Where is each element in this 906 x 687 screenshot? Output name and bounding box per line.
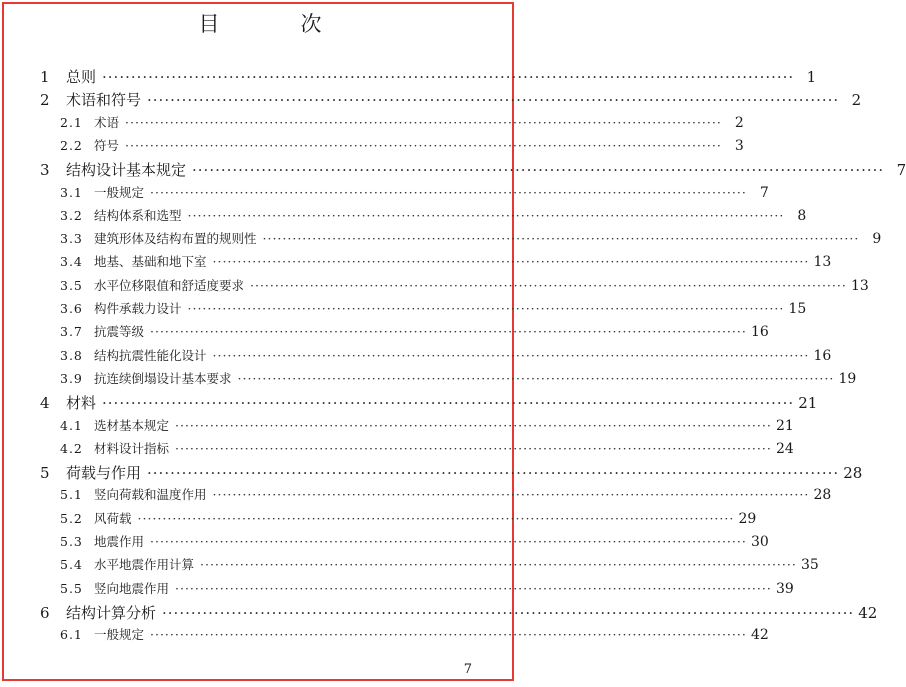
toc-entry-page: 1	[806, 68, 817, 86]
toc-entry-title: 竖向荷载和温度作用	[94, 487, 207, 503]
toc-entry-title: 一般规定	[94, 184, 145, 200]
toc-entry-title: 抗震等级	[94, 324, 145, 340]
dot-leader: ························································································································	[250, 277, 847, 293]
toc-entry-3-7[interactable]	[0, 322, 769, 344]
toc-entry-title: 符号	[94, 137, 120, 153]
toc-entry-number: 5.4	[60, 557, 83, 573]
toc-entry-page: 42	[751, 627, 769, 644]
toc-entry-page: 8	[797, 207, 807, 224]
toc-entry-page: 28	[843, 464, 863, 483]
toc-entry-3-1[interactable]	[0, 183, 769, 205]
toc-entry-number: 4	[40, 394, 50, 413]
toc-entry-title: 地基、基础和地下室	[94, 254, 207, 270]
toc-entry-title: 水平地震作用计算	[94, 557, 195, 573]
toc-entry-number: 3	[40, 161, 50, 180]
toc-entry-page: 30	[751, 534, 769, 550]
dot-leader: ························································································································	[150, 184, 747, 200]
toc-entry-page: 15	[788, 301, 807, 317]
toc-entry-number: 4.1	[60, 417, 83, 433]
toc-entry-page: 42	[858, 603, 878, 622]
toc-entry-number: 2.1	[60, 114, 83, 130]
dot-leader: ························································································································	[147, 464, 840, 483]
dot-leader: ························································································································	[125, 137, 722, 153]
toc-entry-page: 16	[751, 324, 769, 341]
toc-entry-title: 总则	[66, 68, 97, 86]
toc-entry-1[interactable]	[0, 66, 817, 88]
toc-entry-3-6[interactable]	[0, 299, 807, 321]
toc-entry-number: 3.1	[60, 184, 83, 200]
toc-entry-title: 结构设计基本规定	[66, 161, 187, 180]
dot-leader: ························································································································	[175, 440, 772, 456]
toc-entry-number: 5.3	[60, 534, 83, 549]
toc-entry-3-2[interactable]	[0, 206, 807, 228]
dot-leader: ························································································································	[175, 417, 772, 433]
toc-entry-page: 7	[896, 161, 906, 180]
toc-entry-3-5[interactable]	[0, 276, 869, 298]
toc-entry-title: 选材基本规定	[94, 417, 170, 433]
toc-entry-5[interactable]	[0, 462, 863, 484]
dot-leader: ························································································································	[237, 370, 835, 386]
toc-entry-number: 3.4	[60, 254, 83, 270]
toc-entry-number: 5.2	[60, 510, 83, 526]
toc-entry-3-4[interactable]	[0, 252, 832, 274]
toc-entry-number: 3.3	[60, 231, 83, 247]
toc-entry-number: 6	[40, 603, 50, 622]
toc-entry-number: 3.9	[60, 370, 83, 386]
page-number: 7	[463, 662, 472, 677]
dot-leader: ························································································································	[212, 254, 810, 270]
toc-entry-4-1[interactable]	[0, 416, 794, 438]
toc-entry-title: 建筑形体及结构布置的规则性	[94, 231, 257, 247]
toc-entry-page: 2	[734, 114, 744, 131]
dot-leader: ························································································································	[162, 603, 855, 622]
toc-entry-page: 24	[776, 440, 794, 457]
toc-entry-page: 39	[776, 580, 794, 597]
toc-entry-4-2[interactable]	[0, 439, 794, 461]
toc-entry-page: 35	[801, 557, 819, 574]
dot-leader: ························································································································	[125, 114, 722, 130]
dot-leader: ························································································································	[200, 557, 797, 573]
toc-entry-number: 2.2	[60, 137, 83, 153]
dot-leader: ························································································································	[187, 207, 785, 223]
toc-entry-number: 5.1	[60, 487, 83, 503]
toc-entry-page: 21	[798, 394, 818, 413]
toc-entry-5-3[interactable]	[0, 532, 769, 554]
toc-entry-title: 荷载与作用	[66, 464, 142, 483]
toc-entry-page: 7	[759, 184, 769, 201]
toc-entry-number: 2	[40, 91, 50, 110]
toc-entry-2-1[interactable]	[0, 113, 744, 135]
dot-leader: ························································································································	[212, 487, 810, 503]
toc-entry-number: 5	[40, 464, 50, 483]
dot-leader: ························································································································	[192, 161, 885, 180]
toc-entry-page: 19	[838, 370, 857, 387]
toc-entry-title: 竖向地震作用	[94, 580, 170, 596]
toc-entry-number: 3.7	[60, 324, 83, 340]
toc-entry-2[interactable]	[0, 89, 862, 111]
toc-entry-page: 28	[813, 487, 832, 504]
toc-entry-5-5[interactable]	[0, 579, 794, 601]
toc-entry-number: 4.2	[60, 440, 83, 456]
dot-leader: ························································································································	[150, 534, 747, 549]
toc-entry-page: 29	[738, 510, 757, 527]
toc-entry-3[interactable]	[0, 159, 906, 181]
toc-entry-5-1[interactable]	[0, 485, 832, 507]
toc-entry-3-3[interactable]	[0, 229, 882, 251]
toc-entry-title: 构件承载力设计	[94, 301, 182, 316]
toc-entry-title: 水平位移限值和舒适度要求	[94, 277, 245, 293]
dot-leader: ························································································································	[102, 394, 795, 413]
toc-entry-page: 13	[813, 254, 832, 271]
toc-entry-number: 3.8	[60, 347, 83, 363]
toc-entry-number: 3.2	[60, 207, 83, 223]
toc-entry-page: 2	[851, 91, 862, 110]
toc-entry-page: 3	[734, 137, 744, 154]
toc-entry-5-4[interactable]	[0, 555, 819, 577]
toc-entry-title: 术语	[94, 114, 120, 130]
toc-entry-4[interactable]	[0, 392, 818, 414]
toc-entry-title: 地震作用	[94, 534, 145, 549]
page-title: 目 次	[198, 12, 352, 36]
toc-entry-5-2[interactable]	[0, 509, 757, 531]
toc-entry-2-2[interactable]	[0, 136, 744, 158]
dot-leader: ························································································································	[150, 627, 747, 643]
toc-entry-number: 6.1	[60, 627, 83, 643]
toc-entry-page: 21	[776, 417, 794, 434]
toc-entry-title: 结构计算分析	[66, 603, 157, 622]
toc-entry-page: 13	[851, 277, 869, 294]
dot-leader: ························································································································	[187, 301, 785, 316]
toc-entry-title: 术语和符号	[66, 91, 142, 110]
toc-entry-page: 9	[872, 231, 882, 248]
dot-leader: ························································································································	[147, 91, 840, 110]
toc-entry-6[interactable]	[0, 602, 878, 624]
toc-entry-page: 16	[813, 347, 832, 364]
toc-entry-title: 材料	[66, 394, 97, 413]
toc-entry-title: 风荷载	[94, 510, 132, 526]
dot-leader: ························································································································	[102, 68, 795, 86]
dot-leader: ························································································································	[137, 510, 735, 526]
toc-entry-title: 材料设计指标	[94, 440, 170, 456]
toc-entry-title: 抗连续倒塌设计基本要求	[94, 370, 232, 386]
toc-entry-title: 结构体系和选型	[94, 207, 182, 223]
toc-entry-number: 5.5	[60, 580, 83, 596]
toc-entry-6-1[interactable]	[0, 625, 769, 647]
toc-entry-title: 结构抗震性能化设计	[94, 347, 207, 363]
toc-entry-title: 一般规定	[94, 627, 145, 643]
dot-leader: ························································································································	[212, 347, 810, 363]
toc-entry-3-8[interactable]	[0, 346, 832, 368]
toc-entry-3-9[interactable]	[0, 369, 857, 391]
dot-leader: ························································································································	[262, 231, 860, 247]
dot-leader: ························································································································	[150, 324, 747, 340]
toc-entry-number: 3.5	[60, 277, 83, 293]
dot-leader: ························································································································	[175, 580, 772, 596]
toc-entry-number: 1	[40, 68, 50, 86]
toc-entry-number: 3.6	[60, 301, 83, 316]
